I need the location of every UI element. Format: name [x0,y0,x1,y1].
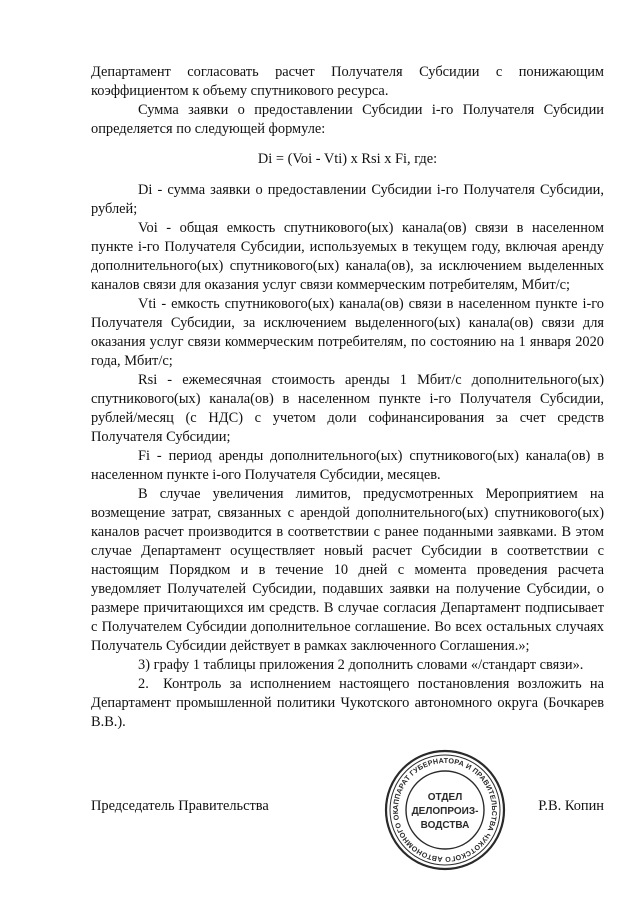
definition-voi: Voi - общая емкость спутникового(ых) канала(ов) связи в населенном пункте i-го Получателя Субсидии, используемых в текущем году, включая аренду дополнительного(ых) спутникового(ых) канала(ов), за исключением выделенных каналов связи для оказания услуг связи коммерческим потребителям, Мбит/с; [91,220,604,293]
signatory-name: Р.В. Копин [538,798,604,814]
signatory-position: Председатель Правительства [91,798,269,814]
paragraph-table-amendment: 3) графу 1 таблицы приложения 2 дополнить словами «/стандарт связи». [138,657,584,673]
definition-rsi: Rsi - ежемесячная стоимость аренды 1 Мбит/с дополнительного(ых) спутникового(ых) канала(ов) в населенном пункте i-го Получателя Субсидии, рублей/месяц (с НДС) с учетом доли софинансирования за счет средств Получателя Субсидии; [91,372,604,445]
stamp-line-2: ДЕЛОПРОИЗ- [411,806,479,817]
paragraph-limits: В случае увеличения лимитов, предусмотренных Мероприятием на возмещение затрат, связанных с арендой дополнительного(ых) спутникового(ых) каналов расчет производится в соответствии с ранее поданными заявками. В этом случае Департамент осуществляет новый расчет Субсидии в соответствии с настоящим Порядком и в течение 10 дней с момента проведения расчета уведомляет Получателей Субсидии, подавших заявки на получение Субсидии, о размере причитающихся им средств. В случае согласия Департамент подписывает с Получателем Субсидии дополнительное соглашение. Во всех остальных случаях Получатель Субсидии действует в рамках заключенного Соглашения.»; [91,486,604,654]
paragraph-intro: Департамент согласовать расчет Получателя Субсидии с понижающим коэффициентом к объему спутникового ресурса. [91,64,604,99]
signature-block [91,797,604,819]
definition-fi: Fi - период аренды дополнительного(ых) спутникового(ых) канала(ов) в населенном пункте i-ого Получателя Субсидии, месяцев. [91,448,604,483]
paragraph-formula-intro: Сумма заявки о предоставлении Субсидии i-го Получателя Субсидии определяется по следующей формуле: [91,102,604,137]
stamp-ring-text: АППАРАТ ГУБЕРНАТОРА И ПРАВИТЕЛЬСТВА ЧУКОТСКОГО АВТОНОМНОГО ОК [390,755,500,865]
paragraph-control: 2. Контроль за исполнением настоящего постановления возложить на Департамент промышленной политики Чукотского автономного округа (Бочкарев В.В.). [91,676,604,730]
definition-di: Di - сумма заявки о предоставлении Субсидии i-го Получателя Субсидии, рублей; [91,182,604,217]
definition-vti: Vti - емкость спутникового(ых) канала(ов) связи в населенном пункте i-го Получателя Субсидии, за исключением выделенного(ых) канала(ов) связи для оказания услуг связи коммерческим потребителям, по состоянию на 1 января 2020 года, Мбит/с; [91,296,604,369]
stamp-line-1: ОТДЕЛ [427,792,463,803]
formula: Di = (Voi - Vti) x Rsi x Fi, где: [257,151,438,167]
stamp-line-3: ВОДСТВА [420,820,470,831]
document-body [91,63,604,732]
